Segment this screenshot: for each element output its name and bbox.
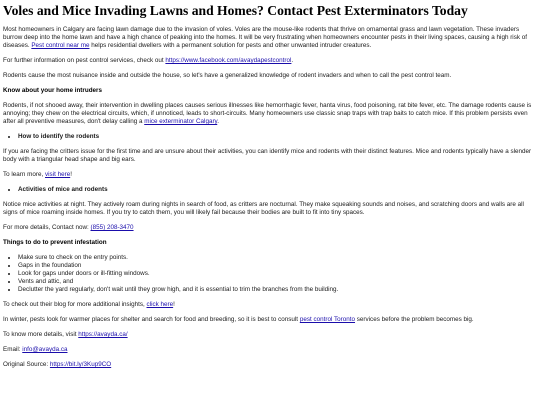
- list-item: • Declutter the yard regularly, don't wait until they grow high, and it is essential to trim the branches from the building.: [18, 286, 537, 294]
- pest-control-near-me-link[interactable]: Pest control near me: [31, 42, 90, 49]
- identify-paragraph: If you are facing the critters issue for the first time and are unsure about their activities, you can identify mice and rodents with their distinct features. Mice and rodents typically have a slender body with a triangular head shape and big ears.: [3, 148, 532, 163]
- activities-heading: • Activities of mice and rodents: [18, 186, 537, 194]
- click-here-link[interactable]: click here: [146, 301, 174, 308]
- contact-text: For more details, Contact now:: [3, 224, 91, 231]
- learn-more-text-end: !: [70, 171, 72, 178]
- know-paragraph: [3, 102, 537, 126]
- source-label: Original Source:: [3, 361, 50, 368]
- know-text-end: .: [217, 118, 219, 125]
- things-heading: Things to do to prevent infestation: [3, 239, 107, 246]
- avayda-website-link[interactable]: https://avayda.ca/: [78, 331, 128, 338]
- email-link[interactable]: info@avayda.ca: [22, 346, 68, 353]
- source-paragraph: [3, 361, 537, 369]
- know-text: Rodents, if not shooed away, their intervention in dwelling places causes serious illnesses like hemorrhagic fever, hanta virus, food poisoning, rat bite fever, etc. The damage rodents cause is annoying; they chew on the electrical circuits, which, if unnoticed, leads to short-circuits. Many homeowners use classic snap traps with trap baits to catch mice. If this problem persists even after all preventive measures, don't delay calling a: [3, 102, 532, 125]
- facebook-paragraph: [3, 57, 537, 65]
- learn-more-paragraph: [3, 171, 537, 179]
- blog-text-end: !: [173, 301, 175, 308]
- visit-paragraph: [3, 331, 537, 339]
- page-title: Voles and Mice Invading Lawns and Homes? Contact Pest Exterminators Today: [3, 3, 468, 18]
- blog-text: To check out their blog for more additional insights,: [3, 301, 147, 308]
- mice-exterminator-link[interactable]: mice exterminator Calgary: [144, 118, 218, 125]
- list-item: • Make sure to check on the entry points.: [18, 254, 537, 262]
- list-item: • Vents and attic, and: [18, 278, 537, 286]
- email-paragraph: [3, 346, 537, 354]
- intro-paragraph: [3, 26, 537, 50]
- list-item: • Gaps in the foundation: [18, 262, 537, 270]
- prevention-list: [3, 254, 537, 294]
- pest-control-toronto-link[interactable]: pest control Toronto: [299, 316, 356, 323]
- winter-text: In winter, pests look for warmer places for shelter and search for food and breeding, so it is best to consult: [3, 316, 300, 323]
- facebook-text-end: .: [291, 57, 294, 64]
- visit-here-link[interactable]: visit here: [45, 171, 71, 178]
- activities-paragraph: Notice mice activities at night. They actively roam during nights in search of food, as critters are nocturnal. They make squeaking sounds and noises, and scratching doors and walls are all signs of mice roaming inside homes. If you try to catch them, you will likely fail because their bodies are built to fit into tiny spaces.: [3, 201, 524, 216]
- intro-text: Most homeowners in Calgary are facing lawn damage due to the invasion of voles. Voles are the mouse-like rodents that thrive on ornamental grass and lawn vegetation. These invaders burrow deep into the home lawn and have a high chance of peaking into the homes. It will be very frustrating when homeowners encounter pests in their living spaces, causing a high risk of diseases.: [3, 26, 527, 49]
- facebook-text: For further information on pest control services, check out: [3, 57, 166, 64]
- identify-heading: • How to identify the rodents: [18, 133, 537, 141]
- original-source-link[interactable]: https://bit.ly/3Kup9CO: [49, 361, 112, 368]
- activities-list: [3, 186, 537, 194]
- email-label: Email:: [3, 346, 23, 353]
- phone-link[interactable]: (855) 208-3470: [90, 224, 134, 231]
- contact-paragraph: [3, 224, 537, 232]
- visit-text: To know more details, visit: [3, 331, 79, 338]
- facebook-link[interactable]: https://www.facebook.com/avaydapestcontrol: [165, 57, 292, 64]
- intro-text-end: helps residential dwellers with a permanent solution for pests and other unwanted intruder creatures.: [89, 42, 372, 49]
- winter-paragraph: [3, 316, 537, 324]
- rodents-intro-paragraph: Rodents cause the most nuisance inside and outside the house, so let's have a generalized knowledge of rodent invaders and when to call the pest control team.: [3, 72, 452, 79]
- learn-more-text: To learn more,: [3, 171, 45, 178]
- winter-text-end: services before the problem becomes big.: [355, 316, 474, 323]
- identify-list: [3, 133, 537, 141]
- blog-paragraph: [3, 301, 537, 309]
- know-heading: Know about your home intruders: [3, 87, 103, 94]
- list-item: • Look for gaps under doors or ill-fitting windows.: [18, 270, 537, 278]
